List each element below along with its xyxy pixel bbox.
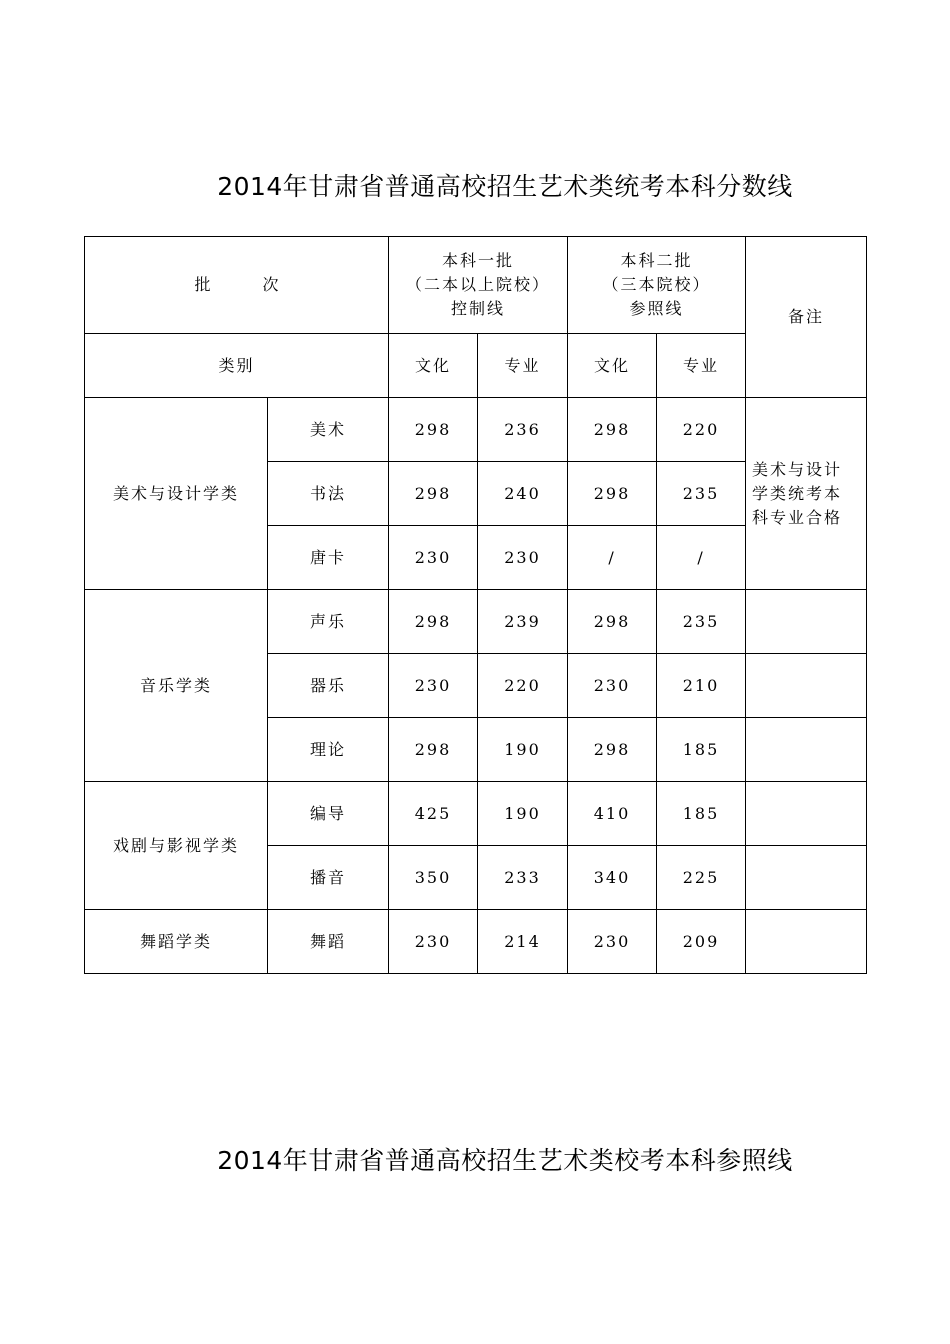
subject-cell: 书法 bbox=[268, 462, 389, 526]
score-cell: 340 bbox=[568, 846, 657, 910]
score-cell: 230 bbox=[389, 526, 478, 590]
batch1-scope: （二本以上院校） bbox=[406, 275, 551, 294]
header-row bbox=[85, 237, 867, 334]
subject-cell: 器乐 bbox=[268, 654, 389, 718]
score-cell: 298 bbox=[389, 462, 478, 526]
score-cell: 230 bbox=[568, 654, 657, 718]
score-cell: 230 bbox=[478, 526, 568, 590]
score-cell: 298 bbox=[389, 718, 478, 782]
score-cell: 235 bbox=[657, 462, 746, 526]
score-cell: 425 bbox=[389, 782, 478, 846]
score-cell: 298 bbox=[568, 718, 657, 782]
note-cell bbox=[746, 782, 867, 846]
score-cell: 235 bbox=[657, 590, 746, 654]
group-name: 舞蹈学类 bbox=[85, 910, 268, 974]
page-title: 2014年甘肃省普通高校招生艺术类统考本科分数线 bbox=[217, 172, 793, 201]
note-cell bbox=[746, 398, 867, 590]
col-header-b1-major: 专业 bbox=[478, 334, 568, 398]
note-cell bbox=[746, 590, 867, 654]
score-cell: 190 bbox=[478, 718, 568, 782]
batch1-title: 本科一批 bbox=[442, 251, 515, 270]
note-line: 科专业合格 bbox=[752, 507, 843, 527]
category-header: 类别 bbox=[85, 334, 389, 398]
score-cell: 185 bbox=[657, 718, 746, 782]
col-header-b1-culture: 文化 bbox=[389, 334, 478, 398]
score-cell: 214 bbox=[478, 910, 568, 974]
score-cell: 185 bbox=[657, 782, 746, 846]
score-cell: 239 bbox=[478, 590, 568, 654]
score-cell: 220 bbox=[657, 398, 746, 462]
score-cell: 298 bbox=[389, 590, 478, 654]
score-cell: 230 bbox=[389, 910, 478, 974]
subject-cell: 美术 bbox=[268, 398, 389, 462]
batch-header-char: 批 bbox=[194, 275, 211, 294]
batch-header-char: 次 bbox=[262, 275, 279, 294]
table-row bbox=[85, 910, 867, 974]
score-cell: 225 bbox=[657, 846, 746, 910]
score-cell: 210 bbox=[657, 654, 746, 718]
score-cell: 190 bbox=[478, 782, 568, 846]
score-cell: 209 bbox=[657, 910, 746, 974]
batch2-header bbox=[568, 237, 746, 334]
note-cell bbox=[746, 846, 867, 910]
score-cell: 220 bbox=[478, 654, 568, 718]
subject-cell: 舞蹈 bbox=[268, 910, 389, 974]
batch2-line-type: 参照线 bbox=[629, 299, 684, 318]
note-header: 备注 bbox=[746, 237, 867, 398]
table-row bbox=[85, 590, 867, 654]
score-cell: 350 bbox=[389, 846, 478, 910]
subject-cell: 编导 bbox=[268, 782, 389, 846]
subject-cell: 理论 bbox=[268, 718, 389, 782]
group-name: 音乐学类 bbox=[85, 590, 268, 782]
score-cell: 240 bbox=[478, 462, 568, 526]
score-cell: 410 bbox=[568, 782, 657, 846]
batch1-line-type: 控制线 bbox=[451, 299, 506, 318]
group-name: 戏剧与影视学类 bbox=[85, 782, 268, 910]
group-name: 美术与设计学类 bbox=[85, 398, 268, 590]
note-line: 学类统考本 bbox=[752, 483, 843, 503]
batch1-header bbox=[389, 237, 568, 334]
table-row bbox=[85, 782, 867, 846]
subject-cell: 声乐 bbox=[268, 590, 389, 654]
subject-cell: 唐卡 bbox=[268, 526, 389, 590]
secondary-title: 2014年甘肃省普通高校招生艺术类校考本科参照线 bbox=[217, 1146, 793, 1175]
score-cell: 233 bbox=[478, 846, 568, 910]
score-cell: 298 bbox=[568, 398, 657, 462]
note-cell bbox=[746, 654, 867, 718]
score-cell: 298 bbox=[568, 590, 657, 654]
score-cell: / bbox=[568, 526, 657, 590]
note-cell bbox=[746, 910, 867, 974]
score-cell: 298 bbox=[389, 398, 478, 462]
note-line: 美术与设计 bbox=[752, 459, 843, 479]
score-cell: 230 bbox=[389, 654, 478, 718]
score-cell: / bbox=[657, 526, 746, 590]
col-header-b2-culture: 文化 bbox=[568, 334, 657, 398]
batch2-scope: （三本院校） bbox=[602, 275, 711, 294]
score-cell: 298 bbox=[568, 462, 657, 526]
note-cell bbox=[746, 718, 867, 782]
score-cell: 230 bbox=[568, 910, 657, 974]
col-header-b2-major: 专业 bbox=[657, 334, 746, 398]
subject-cell: 播音 bbox=[268, 846, 389, 910]
batch-header-cell bbox=[85, 237, 389, 334]
batch2-title: 本科二批 bbox=[620, 251, 693, 270]
table-row bbox=[85, 398, 867, 462]
score-cell: 236 bbox=[478, 398, 568, 462]
score-table bbox=[84, 236, 867, 974]
